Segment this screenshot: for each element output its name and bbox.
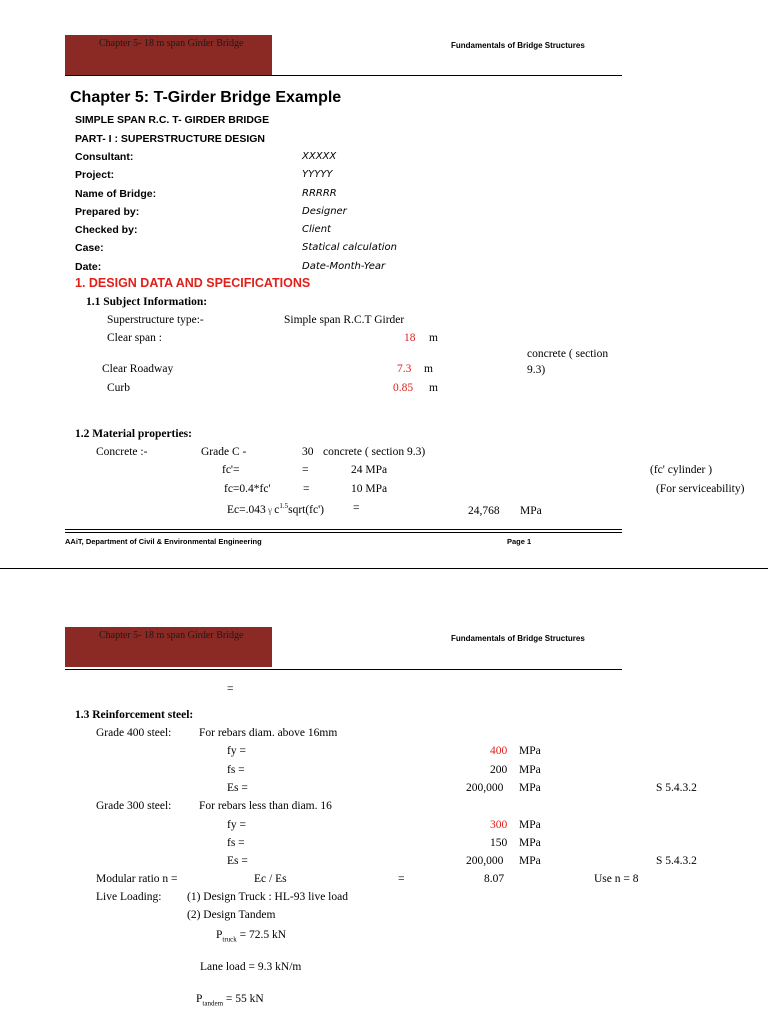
section-heading-design-data: 1. DESIGN DATA AND SPECIFICATIONS bbox=[75, 276, 311, 290]
g300-es-symbol: Es = bbox=[227, 855, 248, 867]
g400-fs-symbol: fs = bbox=[227, 764, 245, 776]
fc-service-equals: = bbox=[303, 483, 310, 495]
g300-fs-value: 150 bbox=[490, 837, 508, 849]
grade-note: concrete ( section 9.3) bbox=[323, 446, 426, 458]
curb-unit: m bbox=[429, 382, 438, 394]
grade-label: Grade C - bbox=[201, 446, 247, 458]
ec-gamma: γ bbox=[268, 504, 272, 515]
modular-ratio-use: Use n = 8 bbox=[594, 873, 639, 885]
grade300-label: Grade 300 steel: bbox=[96, 800, 172, 812]
fc-note: (fc' cylinder ) bbox=[650, 464, 713, 476]
g400-es-value: 200,000 bbox=[466, 782, 504, 794]
fc-label: fc'= bbox=[222, 464, 240, 476]
modular-ratio-value: 8.07 bbox=[484, 873, 505, 885]
g400-fy-unit: MPa bbox=[519, 745, 541, 757]
ec-value: 24,768 bbox=[468, 505, 500, 517]
p-tandem bbox=[196, 993, 264, 1007]
header-banner bbox=[65, 35, 272, 75]
info-label: Case: bbox=[75, 242, 104, 254]
ec-equals: = bbox=[353, 502, 360, 514]
clear-roadway-label: Clear Roadway bbox=[102, 363, 174, 375]
info-value: YYYYY bbox=[302, 169, 333, 180]
header-chapter: Chapter 5- 18 m span Girder Bridge bbox=[99, 630, 244, 641]
info-value: Designer bbox=[302, 206, 347, 217]
modular-ratio-expr: Ec / Es bbox=[254, 873, 287, 885]
ec-exponent: 1.5 bbox=[279, 502, 289, 510]
g400-es-unit: MPa bbox=[519, 782, 541, 794]
subtitle-part: PART- I : SUPERSTRUCTURE DESIGN bbox=[75, 133, 265, 145]
g400-fy-value: 400 bbox=[490, 745, 508, 757]
page-title: Chapter 5: T-Girder Bridge Example bbox=[70, 89, 342, 106]
curb-value: 0.85 bbox=[393, 382, 414, 394]
info-value: Client bbox=[302, 224, 331, 235]
fc-service-label: fc=0.4*fc' bbox=[224, 483, 271, 495]
p-tandem-subscript: tandem bbox=[202, 999, 224, 1008]
info-label: Project: bbox=[75, 169, 115, 181]
clear-span-value: 18 bbox=[404, 332, 416, 344]
p-truck-subscript: truck bbox=[222, 935, 237, 944]
ec-c: c bbox=[274, 503, 280, 516]
concrete-note-section: 9.3) bbox=[527, 364, 546, 376]
grade400-desc: For rebars diam. above 16mm bbox=[199, 727, 338, 739]
subsection-subject-info: 1.1 Subject Information: bbox=[86, 296, 208, 308]
info-value: XXXXX bbox=[302, 151, 337, 162]
g300-es-unit: MPa bbox=[519, 855, 541, 867]
g400-es-reference: S 5.4.3.2 bbox=[656, 782, 697, 794]
g300-fs-symbol: fs = bbox=[227, 837, 245, 849]
footer-department: AAiT, Department of Civil & Environmental Engineering bbox=[65, 537, 262, 546]
curb-label: Curb bbox=[107, 382, 130, 394]
ec-formula-b: sqrt(fc') bbox=[288, 503, 325, 516]
g400-fy-symbol: fy = bbox=[227, 745, 246, 757]
g400-fs-value: 200 bbox=[490, 764, 508, 776]
concrete-note: concrete ( section bbox=[527, 348, 609, 360]
clear-roadway-value: 7.3 bbox=[397, 363, 412, 375]
p-truck-symbol: P bbox=[216, 929, 223, 941]
header-book-title: Fundamentals of Bridge Structures bbox=[451, 634, 585, 643]
ec-unit: MPa bbox=[520, 505, 542, 517]
g400-es-symbol: Es = bbox=[227, 782, 248, 794]
subsection-material-properties: 1.2 Material properties: bbox=[75, 428, 192, 440]
ec-formula bbox=[227, 502, 324, 516]
fc-value: 24 MPa bbox=[351, 464, 388, 476]
info-value: Date-Month-Year bbox=[302, 261, 386, 272]
header-rule bbox=[65, 75, 622, 76]
info-value: Statical calculation bbox=[302, 242, 397, 253]
ec-formula-a: Ec=.043 bbox=[227, 503, 266, 516]
structure-type-label: Superstructure type:- bbox=[107, 314, 204, 326]
page-2 bbox=[0, 572, 768, 1024]
carry-equals: = bbox=[227, 683, 234, 695]
live-loading-tandem: (2) Design Tandem bbox=[187, 909, 276, 921]
p-tandem-value: = 55 kN bbox=[225, 993, 264, 1005]
grade300-desc: For rebars less than diam. 16 bbox=[199, 800, 332, 812]
fc-equals: = bbox=[302, 464, 309, 476]
info-label: Date: bbox=[75, 261, 102, 273]
p-truck bbox=[216, 929, 286, 943]
grade-value: 30 bbox=[302, 446, 314, 458]
info-label: Prepared by: bbox=[75, 206, 140, 218]
grade400-label: Grade 400 steel: bbox=[96, 727, 172, 739]
page-separator bbox=[0, 568, 768, 569]
subsection-reinforcement: 1.3 Reinforcement steel: bbox=[75, 709, 194, 721]
p-truck-value: = 72.5 kN bbox=[239, 929, 287, 941]
modular-ratio-label: Modular ratio n = bbox=[96, 873, 178, 885]
g300-fy-unit: MPa bbox=[519, 819, 541, 831]
header-banner bbox=[65, 627, 272, 667]
footer-page-number: Page 1 bbox=[507, 537, 532, 546]
subtitle-span: SIMPLE SPAN R.C. T- GIRDER BRIDGE bbox=[75, 114, 270, 126]
g400-fs-unit: MPa bbox=[519, 764, 541, 776]
lane-load: Lane load = 9.3 kN/m bbox=[200, 961, 302, 973]
header-chapter: Chapter 5- 18 m span Girder Bridge bbox=[99, 38, 244, 49]
structure-type-value: Simple span R.C.T Girder bbox=[284, 314, 405, 326]
info-label: Consultant: bbox=[75, 151, 134, 163]
g300-fy-symbol: fy = bbox=[227, 819, 246, 831]
fc-service-value: 10 MPa bbox=[351, 483, 388, 495]
g300-es-value: 200,000 bbox=[466, 855, 504, 867]
live-loading-label: Live Loading: bbox=[96, 891, 162, 903]
footer-rule bbox=[65, 529, 622, 533]
header-rule bbox=[65, 669, 622, 670]
fc-service-note: (For serviceability) bbox=[656, 483, 745, 495]
g300-es-reference: S 5.4.3.2 bbox=[656, 855, 697, 867]
header-book-title: Fundamentals of Bridge Structures bbox=[451, 41, 585, 50]
g300-fs-unit: MPa bbox=[519, 837, 541, 849]
concrete-label: Concrete :- bbox=[96, 446, 148, 458]
info-label: Name of Bridge: bbox=[75, 188, 157, 200]
g300-fy-value: 300 bbox=[490, 819, 508, 831]
info-label: Checked by: bbox=[75, 224, 138, 236]
clear-span-unit: m bbox=[429, 332, 438, 344]
clear-span-label: Clear span : bbox=[107, 332, 162, 344]
info-value: RRRRR bbox=[302, 188, 337, 199]
modular-ratio-equals: = bbox=[398, 873, 405, 885]
clear-roadway-unit: m bbox=[424, 363, 433, 375]
p-tandem-symbol: P bbox=[196, 993, 203, 1005]
live-loading-truck: (1) Design Truck : HL-93 live load bbox=[187, 891, 348, 903]
